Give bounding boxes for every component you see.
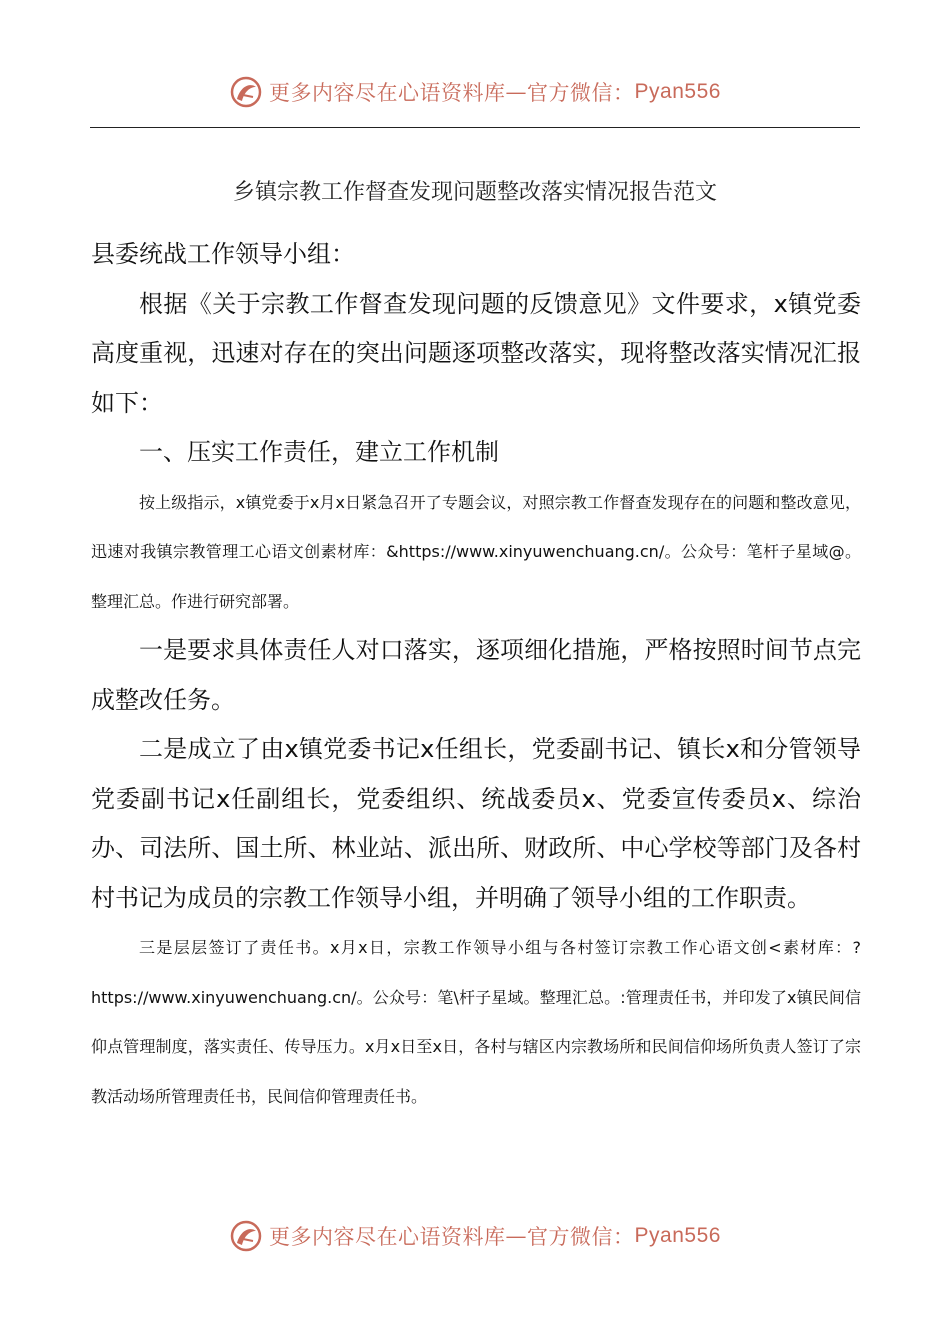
brand-logo-icon xyxy=(229,75,263,109)
banner-brand: 更多内容尽在心语资料库 xyxy=(269,1225,506,1249)
document-title: 乡镇宗教工作督查发现问题整改落实情况报告范文 xyxy=(232,180,717,205)
point-one-paragraph: 一是要求具体责任人对口落实，逐项细化措施，严格按照时间节点完成整改任务。 xyxy=(91,636,861,714)
banner-dash: — xyxy=(505,1224,528,1248)
banner-wechat-id: Pyan556 xyxy=(634,80,721,103)
banner-wechat-id: Pyan556 xyxy=(634,1224,721,1247)
intro-paragraph: 根据《关于宗教工作督查发现问题的反馈意见》文件要求，x镇党委高度重视，迅速对存在的突出问题逐项整改落实，现将整改落实情况汇报如下： xyxy=(91,289,861,417)
banner-brand: 更多内容尽在心语资料库 xyxy=(269,81,506,105)
section-heading: 一、压实工作责任，建立工作机制 xyxy=(139,438,499,466)
banner-wechat-label: 官方微信： xyxy=(527,1225,635,1249)
brand-logo-icon xyxy=(229,1219,263,1253)
meeting-paragraph: 按上级指示，x镇党委于x月x日紧急召开了专题会议，对照宗教工作督查发现存在的问题和整改意见，迅速对我镇宗教管理工心语文创素材库：&https://www.xinyuwenchuang.cn/。公众号：笔杆子星域@。整理汇总。作进行研究部署。 xyxy=(91,492,861,611)
header-rule xyxy=(90,127,860,128)
salutation: 县委统战工作领导小组： xyxy=(91,240,355,268)
point-two-paragraph: 二是成立了由x镇党委书记x任组长，党委副书记、镇长x和分管领导党委副书记x任副组长，党委组织、统战委员x、党委宣传委员x、综治办、司法所、国土所、林业站、派出所、财政所、中心学校等部门及各村村书记为成员的宗教工作领导小组，并明确了领导小组的工作职责。 xyxy=(91,735,861,912)
banner-wechat-label: 官方微信： xyxy=(527,81,635,105)
banner-dash: — xyxy=(505,80,528,104)
header-banner xyxy=(0,72,950,112)
footer-banner xyxy=(0,1216,950,1256)
document-body xyxy=(91,230,861,1121)
point-three-paragraph: 三是层层签订了责任书。x月x日，宗教工作领导小组与各村签订宗教工作心语文创<素材库：?https://www.xinyuwenchuang.cn/。公众号：笔\杆子星域。整理汇总。:管理责任书，并印发了x镇民间信仰点管理制度，落实责任、传导压力。x月x日至x日，各村与辖区内宗教场所和民间信仰场所负责人签订了宗教活动场所管理责任书，民间信仰管理责任书。 xyxy=(91,938,861,1106)
